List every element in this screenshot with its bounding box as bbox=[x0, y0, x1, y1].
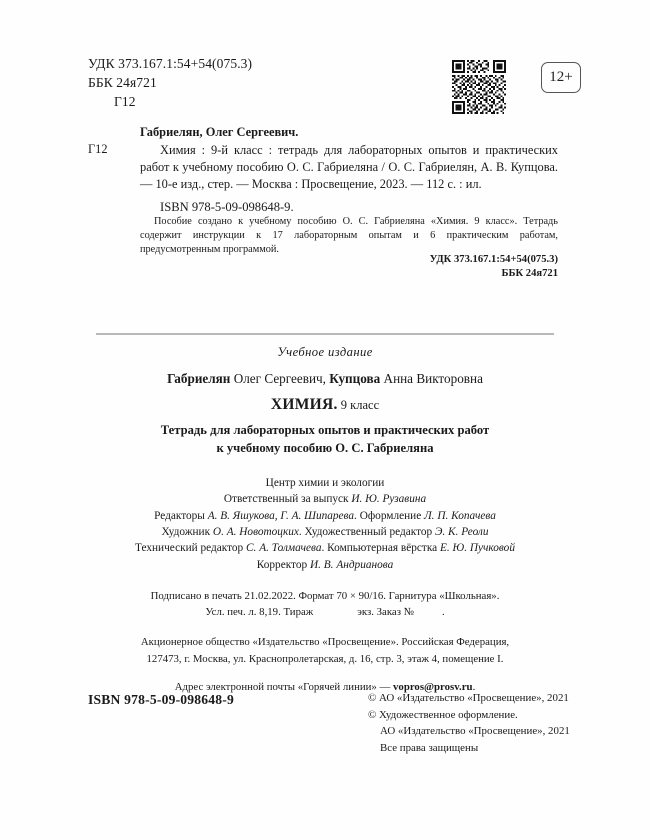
credit-person: С. А. Толмачева bbox=[246, 542, 322, 555]
biblio-isbn: ISBN 978-5-09-098648-9. bbox=[160, 200, 294, 215]
credit-person: А. В. Яшукова, Г. А. Шипарева bbox=[207, 509, 355, 522]
cip-footer-bbk: ББК 24я721 bbox=[501, 267, 558, 279]
credit-line bbox=[45, 475, 605, 491]
age-rating-badge: 12+ bbox=[541, 62, 581, 93]
credit-person: Е. Ю. Пучковой bbox=[440, 542, 515, 555]
credit-role: . Художественный редактор bbox=[298, 525, 436, 538]
subtitle-line-2: к учебному пособию О. С. Габриеляна bbox=[216, 440, 434, 455]
print-info-line-2 bbox=[45, 604, 605, 620]
annotation-block bbox=[140, 215, 558, 257]
cip-footer-codes bbox=[0, 253, 558, 281]
credit-line bbox=[45, 524, 605, 540]
credit-line bbox=[45, 508, 605, 524]
udk-code: УДК 373.167.1:54+54(075.3) bbox=[88, 56, 253, 71]
author1-surname: Габриелян bbox=[167, 371, 231, 386]
email-suffix: . bbox=[472, 680, 476, 693]
publisher-address bbox=[45, 634, 605, 666]
credit-person: И. В. Андрианова bbox=[309, 558, 394, 571]
credit-role: Художник bbox=[161, 525, 213, 538]
copyright-line: © АО «Издательство «Просвещение», 2021 bbox=[368, 692, 569, 704]
colophon-block bbox=[45, 345, 605, 693]
credit-role: Корректор bbox=[256, 558, 310, 571]
print-order-label: экз. Заказ № bbox=[357, 606, 414, 619]
copyright-line: АО «Издательство «Просвещение», 2021 bbox=[380, 725, 570, 738]
credit-person: И. Ю. Рузавина bbox=[351, 493, 427, 506]
credit-line bbox=[45, 557, 605, 573]
author2-given-name: Анна Викторовна bbox=[380, 371, 483, 386]
title-main: ХИМИЯ. bbox=[270, 396, 338, 413]
print-run-info bbox=[45, 588, 605, 620]
print-info-line-1: Подписано в печать 21.02.2022. Формат 70 × 90/16. Гарнитура «Школьная». bbox=[150, 590, 500, 602]
hotline-email[interactable]: vopros@prosv.ru bbox=[393, 680, 473, 693]
copyright-block bbox=[368, 690, 570, 756]
print-sheets-and-run: Усл. печ. л. 8,19. Тираж bbox=[205, 606, 314, 619]
credit-line bbox=[45, 540, 605, 556]
credit-role: . Компьютерная вёрстка bbox=[321, 542, 440, 555]
qr-code-icon bbox=[452, 60, 506, 114]
cip-footer-udk: УДК 373.167.1:54+54(075.3) bbox=[429, 254, 558, 265]
credit-role: . Оформление bbox=[354, 509, 425, 522]
edition-type-label: Учебное издание bbox=[277, 345, 373, 359]
colophon-subtitle bbox=[45, 422, 605, 458]
print-order-period: . bbox=[441, 606, 445, 619]
annotation-text: Пособие создано к учебному пособию О. С. Габриеляна «Химия. 9 класс». Тетрадь содержит инструкции к 17 лабораторным опытам и 6 практическим работам, предусмотренным программой. bbox=[140, 216, 558, 255]
credit-role: Ответственный за выпуск bbox=[223, 493, 352, 506]
copyright-line: Все права защищены bbox=[380, 741, 479, 754]
credit-role: Центр химии и экологии bbox=[265, 476, 385, 489]
production-credits bbox=[45, 475, 605, 573]
title-grade: 9 класс bbox=[337, 398, 380, 412]
biblio-author-heading: Габриелян, Олег Сергеевич. bbox=[140, 125, 299, 139]
publisher-line-2: 127473, г. Москва, ул. Краснопролетарская, д. 16, стр. 3, этаж 4, помещение I. bbox=[146, 652, 504, 665]
biblio-shelf-mark: Г12 bbox=[88, 142, 108, 156]
publisher-line-1: Акционерное общество «Издательство «Просвещение». Российская Федерация, bbox=[140, 636, 510, 649]
author2-surname: Купцова bbox=[329, 371, 381, 386]
section-divider bbox=[96, 333, 554, 335]
bbk-code: ББК 24я721 bbox=[88, 75, 157, 91]
author1-given-name: Олег Сергеевич, bbox=[230, 371, 330, 386]
subtitle-line-1: Тетрадь для лабораторных опытов и практических работ bbox=[160, 423, 490, 437]
shelf-code: Г12 bbox=[114, 94, 136, 110]
cip-classification-codes bbox=[88, 54, 252, 111]
credit-line bbox=[45, 491, 605, 507]
bibliographic-record bbox=[88, 124, 558, 217]
email-prefix: Адрес электронной почты «Горячей линии» — bbox=[174, 680, 394, 693]
colophon-authors bbox=[45, 371, 605, 387]
colophon-title bbox=[45, 396, 605, 414]
credit-person: О. А. Новотоцких bbox=[212, 525, 299, 538]
footer-isbn: ISBN 978-5-09-098648-9 bbox=[88, 692, 234, 707]
biblio-description: Химия : 9-й класс : тетрадь для лабораторных опытов и практических работ к учебному пособию О. С. Габриеляна / О. С. Габриелян, А. В. Купцова. — 10-е изд., стер. — Москва : Просвещение, 2023. — 112 с. : ил. bbox=[140, 142, 558, 191]
copyright-line: © Художественное оформление. bbox=[368, 708, 518, 721]
credit-person: Э. К. Реоли bbox=[435, 525, 489, 538]
credit-role: Редакторы bbox=[154, 509, 208, 522]
credit-person: Л. П. Копачева bbox=[424, 509, 496, 522]
credit-role: Технический редактор bbox=[135, 542, 247, 555]
